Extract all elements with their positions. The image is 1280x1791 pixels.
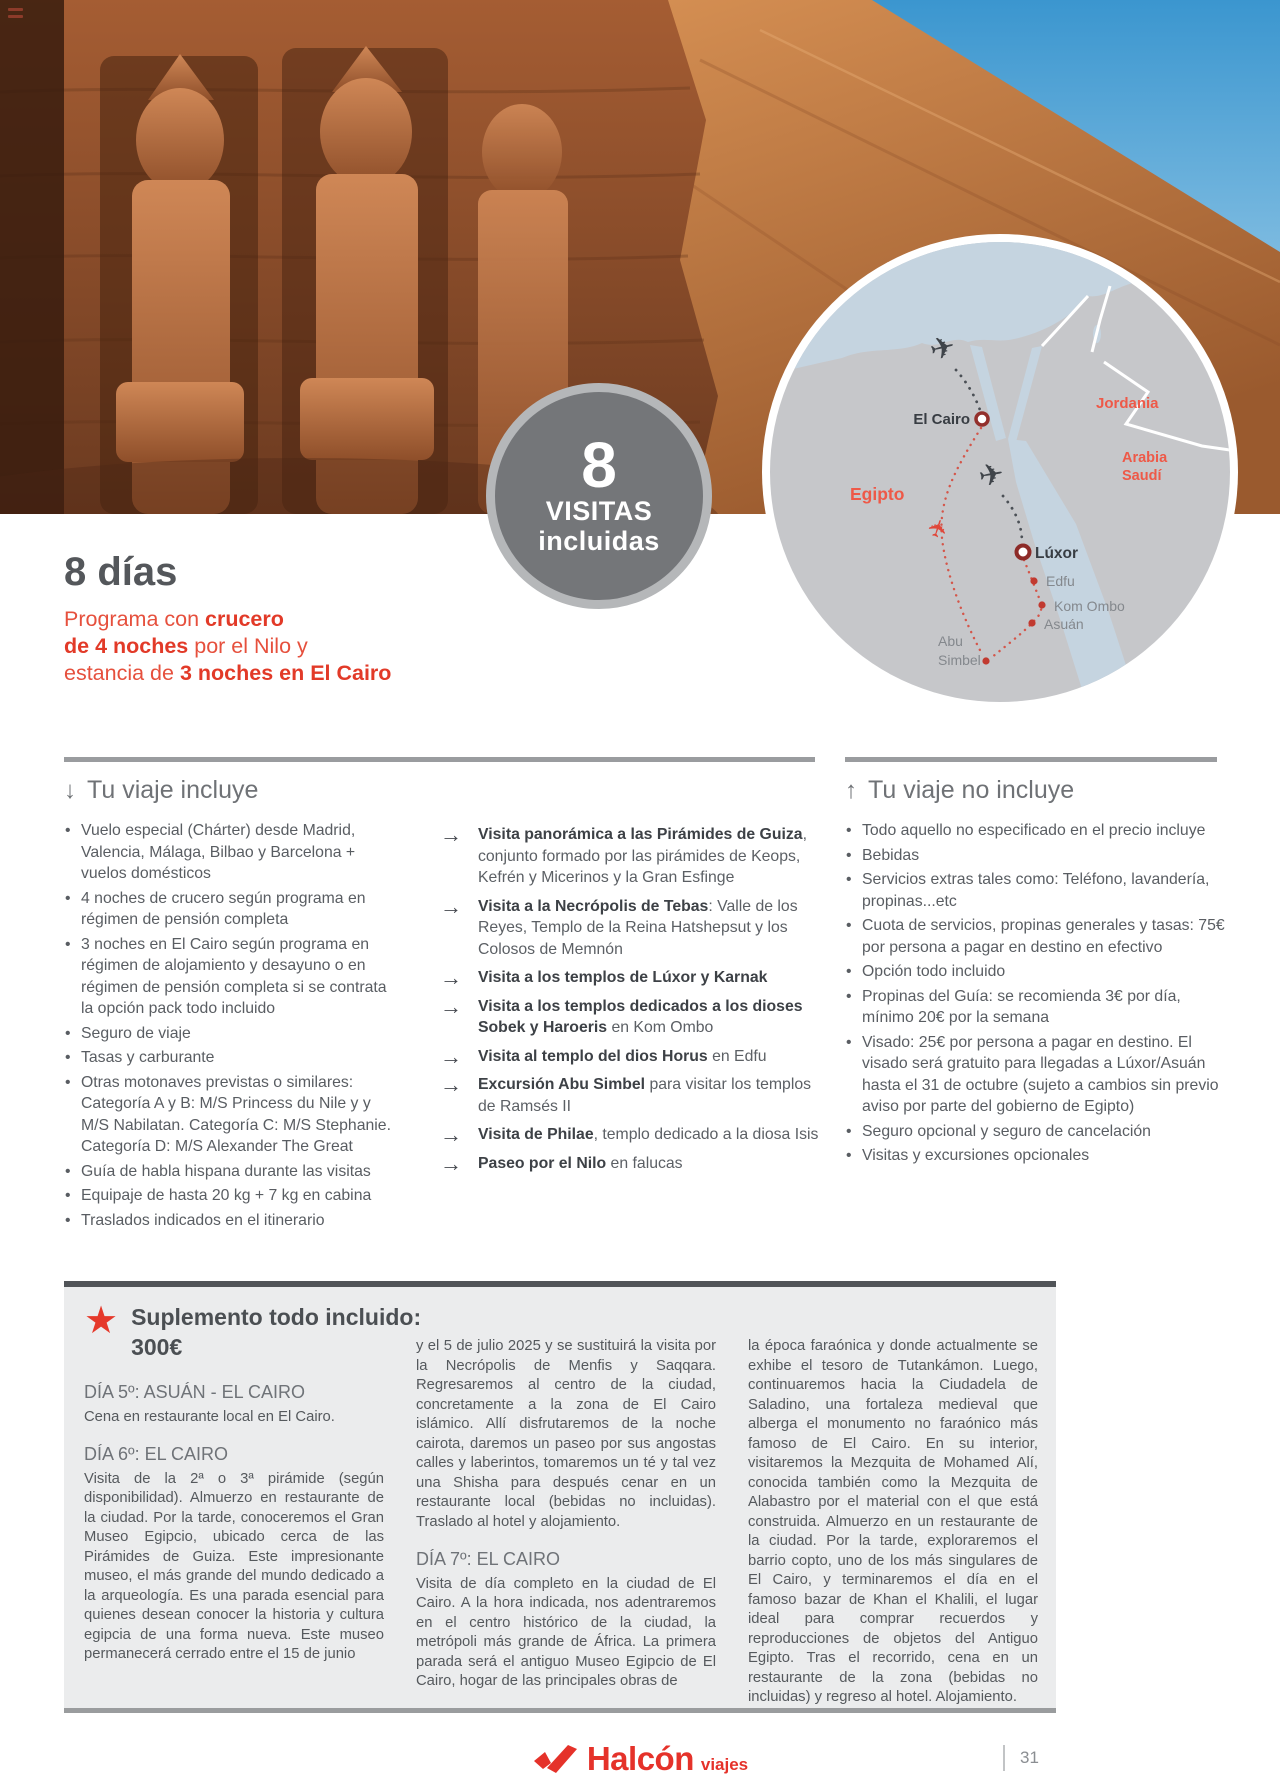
visit-item: [440, 1150, 832, 1176]
separator-left: [64, 757, 815, 762]
visit-text: Visita a los templos de Lúxor y Karnak: [478, 969, 768, 986]
list-item: • 4 noches de crucero según programa en régimen de pensión completa: [64, 888, 394, 931]
list-item: • Visitas y excursiones opcionales: [845, 1145, 1233, 1167]
visit-text: Excursión Abu Simbel para visitar los templos de Ramsés II: [478, 1076, 812, 1115]
badge-label-line2: incluidas: [538, 526, 660, 557]
list-item: • Seguro opcional y seguro de cancelación: [845, 1121, 1233, 1143]
route-map: [770, 242, 1230, 702]
list-item: • Cuota de servicios, propinas generales y tasas: 75€ por persona a pagar en destino en efectivo: [845, 915, 1233, 958]
label-asuan: Asuán: [1044, 616, 1084, 632]
arrow-right-icon: →: [440, 1150, 462, 1176]
page-number: 31: [1003, 1745, 1039, 1771]
label-kom-ombo: Kom Ombo: [1054, 598, 1125, 614]
visit-text: Visita panorámica a las Pirámides de Guiza, conjunto formado por las pirámides de Keops, Kefrén y Micerinos y la Gran Esfinge: [478, 826, 807, 886]
intro-block: [64, 550, 464, 687]
visit-text: Paseo por el Nilo en falucas: [478, 1154, 683, 1172]
list-item: • Otras motonaves previstas o similares: Categoría A y B: M/S Princess du Nile y y M/S Nabilatan. Categoría C: M/S Stephanie. Categoría D: M/S Alexander The Great: [64, 1072, 394, 1158]
arrow-right-icon: →: [440, 993, 462, 1019]
label-arabia-line2: Saudí: [1122, 468, 1162, 484]
arrow-right-icon: →: [440, 893, 462, 919]
list-item: • Tasas y carburante: [64, 1047, 394, 1069]
supplement-title-line2: 300€: [131, 1333, 183, 1360]
day-paragraph: Visita de día completo en la ciudad de El Cairo. A la hora indicada, nos adentraremos en el centro histórico de la ciudad, la metrópoli más grande de África. La primera parada será el antiguo Museo Egipcio de El Cairo, hogar de las principales obras de: [416, 1575, 716, 1689]
include-title-text: Tu viaje incluye: [87, 776, 259, 804]
list-item: • 3 noches en El Cairo según programa en régimen de alojamiento y desayuno o en régimen de pensión completa si se contrata la opción pack todo incluido: [64, 934, 394, 1020]
marker-asuan: [1028, 619, 1035, 626]
list-item: • Seguro de viaje: [64, 1023, 394, 1045]
arrow-right-icon: →: [440, 965, 462, 990]
itinerary-column-1: [84, 1383, 384, 1673]
visit-text: Visita al templo del dios Horus en Edfu: [478, 1047, 767, 1065]
list-item: • Todo aquello no especificado en el precio incluye: [845, 820, 1233, 842]
list-item: • Propinas del Guía: se recomienda 3€ por día, mínimo 20€ por la semana: [845, 986, 1233, 1029]
list-item: • Servicios extras tales como: Teléfono, lavandería, propinas...etc: [845, 869, 1233, 912]
day-paragraph: y el 5 de julio 2025 y se sustituirá la visita por la Necrópolis de Menfis y Saqqara. Regresaremos al centro de la ciudad, concretamente a la zona de El Cairo islámico. Allí disfrutaremos de la noche cairota, daremos un paseo por sus angostas calles y laberintos, tomaremos un té y tal vez una Shisha para después cenar en un restaurante local (bebidas no incluidas). Traslado al hotel y alojamiento.: [416, 1338, 716, 1530]
section-exclude-title: [845, 776, 1074, 805]
list-item: • Bebidas: [845, 845, 1233, 867]
list-item: • Opción todo incluido: [845, 961, 1233, 983]
program-text: [64, 606, 464, 687]
visits-list: [440, 824, 832, 1181]
day-paragraph: Cena en restaurante local en El Cairo.: [84, 1408, 335, 1425]
visit-item: [440, 824, 832, 889]
itinerary-column-2: [416, 1337, 716, 1700]
visit-item: [440, 893, 832, 961]
page-title: 8 días: [64, 550, 178, 594]
label-luxor: Lúxor: [1035, 545, 1079, 562]
arrow-up-icon: ↑: [845, 777, 857, 804]
red-sea: [1008, 439, 1138, 702]
plane-icon-red: ✈: [921, 514, 955, 543]
label-arabia-line1: Arabia: [1122, 450, 1168, 466]
day-heading: DÍA 5º: ASUÁN - EL CAIRO: [84, 1382, 305, 1402]
arrow-down-icon: ↓: [64, 777, 76, 804]
visits-badge: [486, 383, 712, 609]
day-paragraph: la época faraónica y donde actualmente se exhibe el tesoro de Tutankámon. Luego, continuaremos hacia la Ciudadela de Saladino, una fortaleza medieval que alberga el monumento no faraónico más famoso de El Cairo. En su interior, visitaremos la Mezquita de Mohamed Alí, conocida también como la Mezquita de Alabastro por el material con el que está construida. Almuerzo en un restaurante de la ciudad. Por la tarde, exploraremos el barrio copto, uno de los más singulares de El Cairo, y terminaremos el día en el famoso bazar de Khan el Khalili, el lugar ideal para comprar recuerdos y reproducciones de objetos del Antiguo Egipto. Tras el recorrido, cena en un restaurante de la zona (bebidas no incluidas) y regreso al hotel. Alojamiento.: [748, 1338, 1038, 1705]
gulf-of-aqaba: [1008, 346, 1042, 442]
day-heading: DÍA 7º: EL CAIRO: [416, 1549, 560, 1569]
visit-item: [440, 1043, 832, 1069]
arrow-right-icon: →: [440, 1043, 462, 1069]
arrow-right-icon: →: [440, 1072, 462, 1097]
visit-item: [440, 1074, 832, 1117]
label-abu-simbel-line1: Abu: [938, 633, 963, 649]
star-icon: ★: [84, 1300, 119, 1342]
itinerary-column-3: [748, 1337, 1038, 1713]
section-include-title: [64, 776, 258, 805]
brand-suffix: viajes: [700, 1755, 749, 1774]
badge-number: 8: [581, 429, 617, 502]
supplement-box: [64, 1281, 1056, 1713]
program-line: estancia de 3 noches en El Cairo: [64, 661, 392, 685]
menu-icon: [8, 8, 23, 18]
visit-item: [440, 967, 832, 989]
flight-route-to-luxor: [1003, 496, 1022, 542]
plane-icon: ✈: [926, 328, 960, 369]
label-el-cairo: El Cairo: [913, 411, 970, 428]
exclude-list: [845, 820, 1233, 1170]
badge-label-line1: VISITAS: [545, 496, 653, 527]
separator-right: [845, 757, 1217, 762]
marker-abu-simbel: [982, 657, 989, 664]
program-line: de 4 noches por el Nilo y: [64, 634, 308, 658]
marker-kom-ombo: [1038, 601, 1045, 608]
list-item: • Vuelo especial (Chárter) desde Madrid, Valencia, Málaga, Bilbao y Barcelona + vuelos domésticos: [64, 820, 394, 885]
visit-text: Visita a los templos dedicados a los dioses Sobek y Haroeris en Kom Ombo: [478, 997, 803, 1036]
label-egipto: Egipto: [850, 484, 905, 504]
supplement-title-line1: Suplemento todo incluido:: [131, 1304, 422, 1330]
list-item: • Traslados indicados en el itinerario: [64, 1210, 394, 1232]
arrow-right-icon: →: [440, 822, 462, 847]
route-nile-cruise: [991, 560, 1041, 658]
visit-text: Visita de Philae, templo dedicado a la diosa Isis: [478, 1126, 819, 1143]
day-heading: DÍA 6º: EL CAIRO: [84, 1444, 228, 1464]
list-item: • Equipaje de hasta 20 kg + 7 kg en cabina: [64, 1185, 394, 1207]
marker-el-cairo: [976, 413, 988, 425]
plane-icon: ✈: [975, 456, 1007, 496]
day-paragraph: Visita de la 2ª o 3ª pirámide (según disponibilidad). Almuerzo en restaurante de la ciudad. Por la tarde, conoceremos el Gran Museo Egipcio, ubicado cerca de las Pirámides de Guiza. Este impresionante museo, el más grande del mundo dedicado a la arqueología. Es una parada esencial para quienes desean conocer la historia y cultura egipcia de una forma nueva. Este museo permanecerá cerrado entre el 15 de junio: [84, 1470, 384, 1662]
label-edfu: Edfu: [1046, 573, 1075, 589]
list-item: • Guía de habla hispana durante las visitas: [64, 1161, 394, 1183]
visit-item: [440, 1124, 832, 1146]
supplement-header: [84, 1300, 422, 1363]
halcon-check-icon: [532, 1742, 578, 1776]
egypt-route-map: [770, 242, 1230, 702]
brand-logo: [0, 1736, 1280, 1778]
program-line: Programa con crucero: [64, 607, 284, 631]
gulf-of-suez: [970, 345, 1006, 441]
marker-edfu: [1030, 577, 1037, 584]
exclude-title-text: Tu viaje no incluye: [868, 776, 1075, 804]
supplement-title: [131, 1303, 421, 1363]
visit-text: Visita a la Necrópolis de Tebas: Valle de los Reyes, Templo de la Reina Hatshepsut y los Colosos de Memnón: [478, 897, 798, 958]
label-abu-simbel-line2: Simbel: [938, 652, 981, 668]
flight-route-to-cairo: [956, 370, 980, 410]
marker-luxor: [1017, 546, 1030, 559]
brand-name: Halcón: [586, 1740, 694, 1777]
arrow-right-icon: →: [440, 1122, 462, 1147]
visit-item: [440, 993, 832, 1039]
label-jordania: Jordania: [1096, 395, 1159, 412]
list-item: • Visado: 25€ por persona a pagar en destino. El visado será gratuito para llegadas a Lúxor/Asuán hasta el 31 de octubre (sujeto a cambios sin previo aviso por parte del gobierno de Egipto): [845, 1032, 1233, 1118]
include-list: [64, 820, 394, 1234]
